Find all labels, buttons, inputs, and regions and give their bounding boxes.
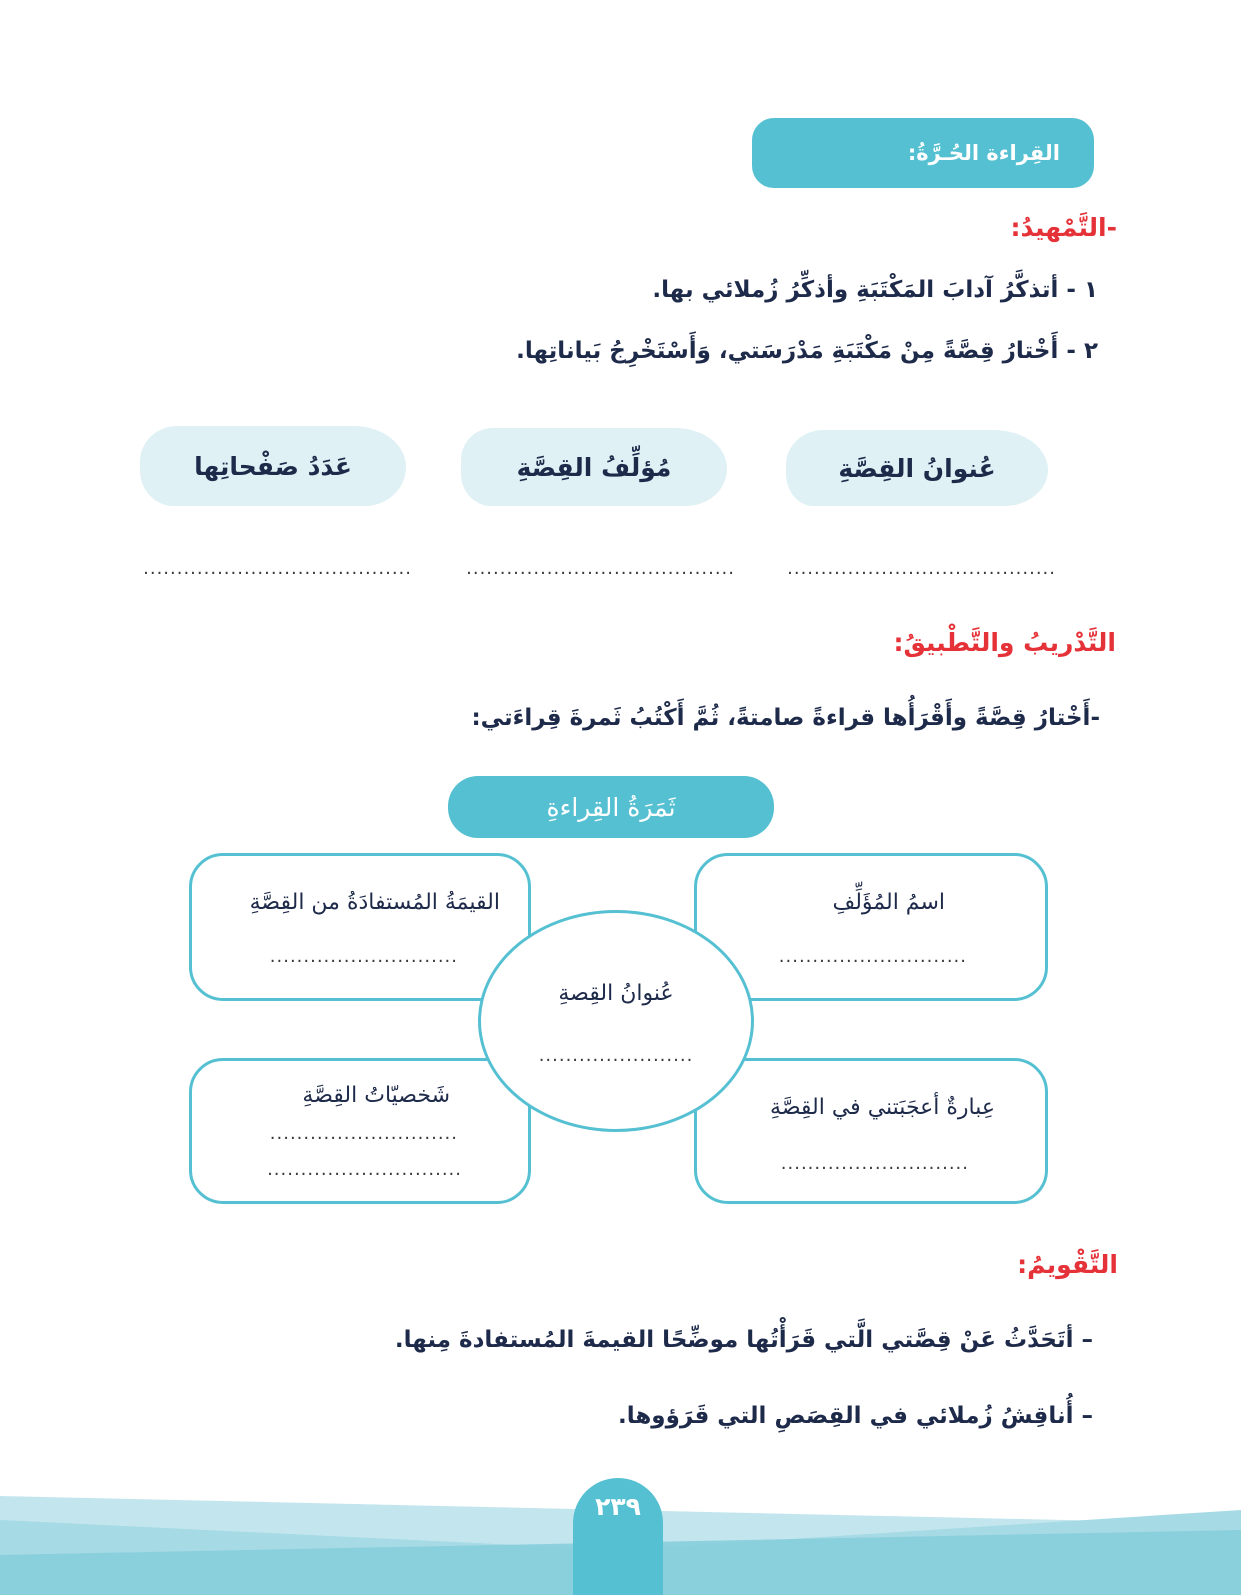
page-number-tab xyxy=(573,1478,663,1595)
field-author-blob xyxy=(461,428,727,506)
page-number: ٢٣٩ xyxy=(595,1492,641,1521)
box-characters-blank-2[interactable]: ............................. xyxy=(267,1159,462,1180)
practice-instruction: -أَخْتارُ قِصَّةً وأَقْرَأُها قراءةً صامتةً، ثُمَّ أَكْتُبُ ثَمرةَ قِراءَتي: xyxy=(471,705,1100,731)
field-author-label: مُؤلِّفُ القِصَّةِ xyxy=(516,452,672,482)
practice-heading: التَّدْريبُ والتَّطْبيقُ: xyxy=(893,628,1116,657)
intro-heading: -التَّمْهيدُ: xyxy=(1010,213,1117,242)
box-favorite-phrase-blank[interactable]: ............................ xyxy=(780,1153,969,1174)
box-moral-value xyxy=(189,853,531,1001)
center-blank[interactable]: ....................... xyxy=(538,1045,694,1066)
diagram-title: ثَمَرَةُ القِراءةِ xyxy=(546,792,676,822)
field-title-blank[interactable]: ........................................ xyxy=(787,558,1056,579)
box-author xyxy=(694,853,1048,1001)
box-characters xyxy=(189,1058,531,1204)
field-pages-label: عَدَدُ صَفْحاتِها xyxy=(194,451,352,481)
center-label: عُنوانُ القِصةِ xyxy=(558,981,674,1006)
center-circle-story-title xyxy=(478,910,754,1132)
box-author-blank[interactable]: ............................ xyxy=(778,946,967,967)
box-favorite-phrase xyxy=(694,1058,1048,1204)
intro-item-1: ١ - أتذكَّرُ آدابَ المَكْتَبَةِ وأذكِّرُ زُملائي بها. xyxy=(652,277,1098,303)
box-moral-value-label: القيمَةُ المُستفادَةُ من القِصَّةِ xyxy=(249,890,500,915)
field-title-label: عُنوانُ القِصَّةِ xyxy=(838,453,996,483)
box-moral-value-blank[interactable]: ............................ xyxy=(269,946,458,967)
field-pages-blob xyxy=(140,426,406,506)
diagram-title-pill xyxy=(448,776,774,838)
evaluation-heading: التَّقْويمُ: xyxy=(1017,1250,1118,1279)
section-title: القِراءة الحُـرَّةُ: xyxy=(907,141,1060,165)
field-author-blank[interactable]: ........................................ xyxy=(466,558,735,579)
section-title-pill xyxy=(752,118,1094,188)
evaluation-item-2: – أُناقِشُ زُملائي في القِصَصِ التي قَرَؤوها. xyxy=(617,1403,1093,1429)
intro-item-2: ٢ - أَخْتارُ قِصَّةً مِنْ مَكْتَبَةِ مَدْرَسَتي، وَأَسْتَخْرِجُ بَياناتِها. xyxy=(516,338,1098,364)
field-pages-blank[interactable]: ........................................ xyxy=(143,558,412,579)
box-characters-label: شَخصيّاتُ القِصَّةِ xyxy=(302,1083,450,1108)
box-characters-blank-1[interactable]: ............................ xyxy=(269,1123,458,1144)
box-favorite-phrase-label: عِبارةٌ أعجَبَتني في القِصَّةِ xyxy=(770,1095,995,1120)
evaluation-item-1: – أتَحَدَّثُ عَنْ قِصَّتي الَّتي قَرَأْتُها موضِّحًا القيمةَ المُستفادةَ مِنها. xyxy=(394,1327,1093,1353)
box-author-label: اسمُ المُؤَلِّفِ xyxy=(832,890,945,915)
field-title-blob xyxy=(786,430,1048,506)
